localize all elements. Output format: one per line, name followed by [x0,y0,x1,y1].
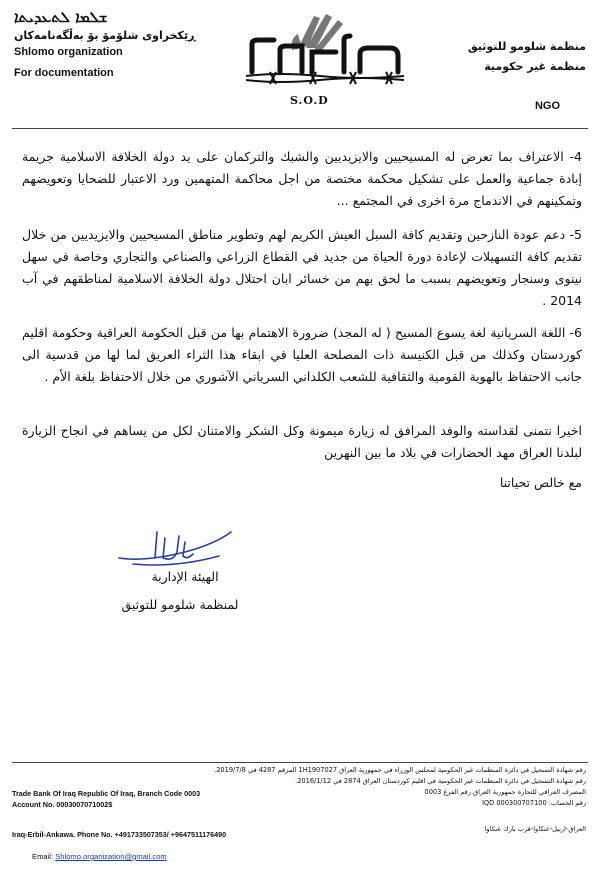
arabic-org-name: منظمة شلومو للتوثيق [467,40,586,53]
ngo-label: NGO [534,100,560,112]
email-link[interactable]: Shlomo.organization@gmail.com [55,852,167,861]
footer-account-english: Account No. 0003007071002$ [12,800,113,809]
english-org-name: Shlomo organization [14,46,123,58]
footer-registration-iraq: رقم شهادة التسجيل في دائرة المنظمات غير الحكومية لمجلس الوزراء في جمهورية العراق 1H1907027 المرقم 4287 في 2019/7/8. [214,766,586,774]
english-doc-line: For documentation [14,67,114,79]
paragraph-5: 5- دعم عودة النازحين وتقديم كافة السبل العيش الكريم لهم وتطوير مناطق المسيحيين والايزيديين من خلال تقديم كافة التسهيلات لإعادة دورة الحياة من جديد في القطاع الزراعي والصناعي والتجاري وخاصة في سهل نينوى وسنجار وتعويضهم بسبب ما لحق بهم من خسائر ابان احتلال دولة الخلافة الاسلامية لمناطقهم في آب 2014 . [22,227,582,308]
paragraph-4: 4- الاعتراف بما تعرض له المسيحيين والايزيديين والشبك والتركمان على يد دولة الخلافة الاسلامية جريمة إبادة جماعية والعمل على تشكيل محكمة مختصة من اجل محاكمة المتهمين ورد الاعتبار للضحايا وتعويضهم وتمكينهم في الاندماج مرة اخرى في المجتمع ... [22,149,582,208]
footer-bank-english: Trade Bank Of Iraq Republic Of Iraq, Branch Code 0003 [12,789,201,798]
letterhead-left [14,8,204,81]
letterhead-right [446,40,586,74]
footer-email [32,852,167,862]
paragraph-6: 6- اللغة السريانية لغة يسوع المسيح ( له المجد) ضرورة الاهتمام بها من قبل الحكومة العراقية وحكومة اقليم كوردستان وكذلك من قبل الكنيسة ذات المصلحة العليا في ابقاء هذا الثراء العريق لما لها من قدسية الى جانب الاحتفاظ بالهوية القومية والثقافية للشعب الكلداني السرياني الآشوري من خلال الاحتفاظ بلغة الأم . [22,325,582,384]
kurdish-title: ڕێکخراوی شلۆمۆ بۆ بەڵگەنامەکان [14,29,196,42]
footer-divider [12,762,588,763]
footer-account-arabic: رقم الحساب: 000300707100 IQD [481,799,586,807]
regards-line: مع خالص تحياتنا [499,475,582,490]
signatory-org: لمنظمة شلومو للتوثيق [121,597,239,612]
arabic-ngo-label: منظمة غير حكومية [484,60,586,73]
footer-registration-kurdistan: رقم شهادة التسجيل في دائرة المنظمات غير الحكومية في اقليم كوردستان العراق 2874 في 2016/1/12. [295,777,586,785]
email-label: Email: [32,852,56,861]
logo-caption: S.O.D [290,94,329,107]
barbed-wire [246,72,404,84]
signatory-title: الهيئة الإدارية [151,569,219,584]
footer-bank-arabic: المصرف العراقي للتجارة جمهورية العراق رقم الفرع 0003 [424,788,586,796]
closing-paragraph: اخيرا نتمنى لقداسته والوفد المرافق له زيارة ميمونة وكل الشكر والامتنان لكل من يساهم في انجاح الزيارة لبلدنا العراق مهد الحضارات في بلاد ما بين النهرين [22,423,582,460]
header-divider [12,128,588,129]
handwritten-signature [115,518,235,570]
footer-address-arabic: العراق-اربيل-عنكاوا-قرب بارك عنكاوا [484,825,586,833]
footer-address-english: Iraq-Erbil-Ankawa. Phone No. +491733507353/ +9647511176490 [12,830,227,839]
syriac-title: ܫܠܡܐ ܠܬܥܕܝܬܐ [14,8,108,26]
organization-logo [240,10,410,90]
